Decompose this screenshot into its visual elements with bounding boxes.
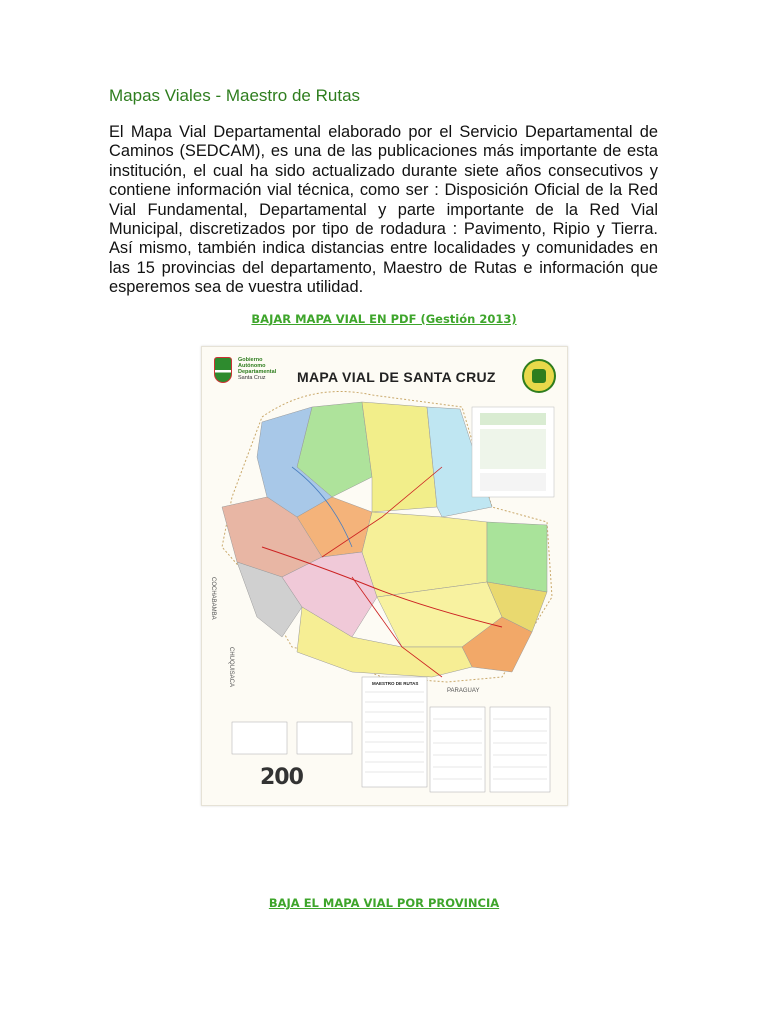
page-heading: Mapas Viales - Maestro de Rutas	[109, 86, 361, 105]
label-cochabamba: COCHABAMBA	[210, 577, 216, 620]
intro-paragraph: El Mapa Vial Departamental elaborado por el Servicio Departamental de Caminos (SEDCAM), es una de las publicaciones más importante de esta institución, el cual ha sido actualizado durante siete años consecutivos y contiene información vial técnica, como ser : Disposición Oficial de la Red Vial Fundamental, Departamental y parte importante de la Red Vial Municipal, discretizados por tipo de rodadura : Pavimento, Ripio y Tierra. Así mismo, también indica distancias entre localidades y comunidades en las 15 provincias del departamento, Maestro de Rutas e información que esperemos sea de vuestra utilidad.	[109, 123, 658, 297]
road-map-image[interactable]	[201, 346, 568, 806]
download-by-province-link[interactable]: BAJA EL MAPA VIAL POR PROVINCIA	[268, 896, 500, 910]
label-chuquisaca: CHUQUISACA	[228, 647, 234, 688]
download-pdf-link[interactable]: BAJAR MAPA VIAL EN PDF (Gestión 2013)	[251, 312, 517, 326]
government-logo-text: Gobierno Autónomo Departamental Santa Cruz	[238, 357, 277, 381]
department-map	[202, 347, 568, 806]
map-title: MAPA VIAL DE SANTA CRUZ	[297, 369, 496, 385]
label-paraguay: PARAGUAY	[447, 688, 480, 694]
bicentennial-logo: 200	[260, 765, 303, 790]
routes-table-title: MAESTRO DE RUTAS	[372, 681, 419, 686]
